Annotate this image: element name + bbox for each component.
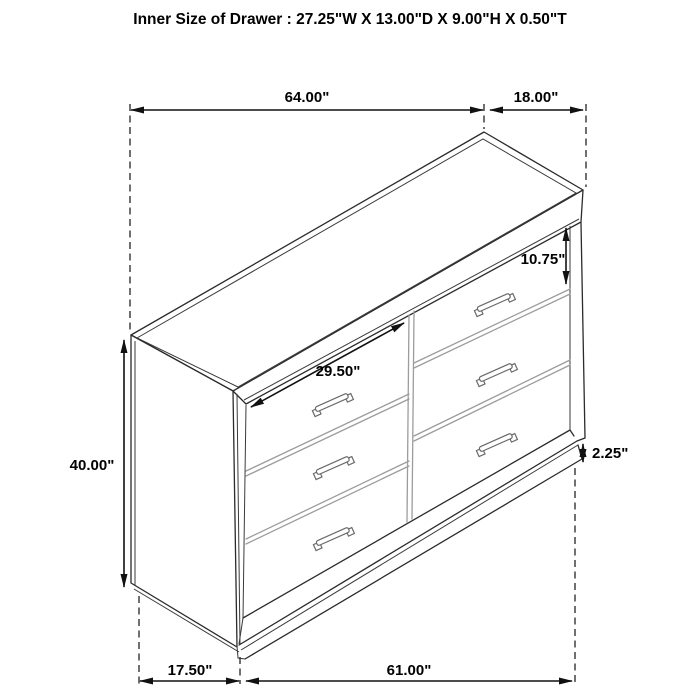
- dresser-top-face: [131, 132, 583, 391]
- drawer-area-bottom-edge: [243, 430, 574, 618]
- dim-label-top-width: 64.00": [284, 89, 330, 106]
- dresser-drawing: [131, 132, 585, 659]
- handle-right-bottom: [476, 432, 518, 457]
- dim-label-drawer-span: 29.50": [315, 363, 361, 380]
- dim-label-top-depth: 18.00": [513, 89, 559, 106]
- drawer-handles: [312, 292, 518, 551]
- handle-left-middle: [313, 455, 355, 480]
- handle-right-top: [474, 292, 516, 317]
- center-stile-lines: [407, 311, 414, 522]
- plinth-top-line: [241, 445, 578, 650]
- drawer-area-left-edge: [243, 405, 246, 618]
- dim-label-base-height: 2.25": [592, 445, 629, 462]
- dim-label-front-width: 61.00": [386, 662, 432, 679]
- plinth-floor-front: [245, 445, 582, 659]
- handle-left-top: [312, 392, 354, 417]
- handle-left-bottom: [313, 526, 355, 551]
- dim-label-overall-height: 40.00": [69, 457, 115, 474]
- dim-label-drawer-height: 10.75": [520, 251, 566, 268]
- left-column-divider-2: [246, 461, 409, 544]
- front-left-stile-line: [237, 394, 240, 644]
- diagram-title: Inner Size of Drawer : 27.25"W X 13.00"D X 9.00"H X 0.50"T: [133, 11, 567, 28]
- handle-right-middle: [476, 362, 518, 387]
- front-right-corner-edge: [581, 223, 585, 438]
- dim-label-side-depth: 17.50": [167, 662, 213, 679]
